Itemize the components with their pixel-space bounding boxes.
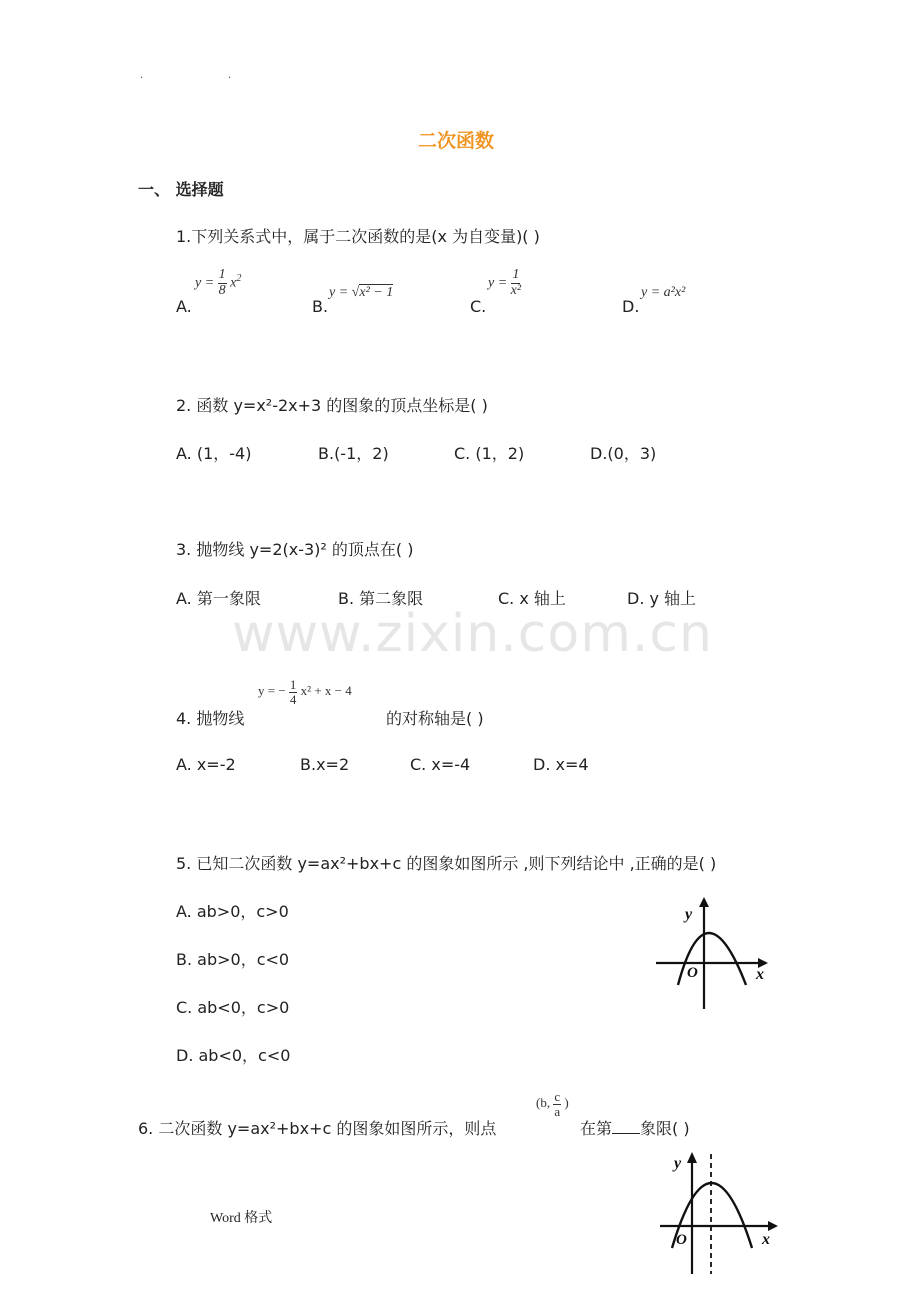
q1-option-d-label: D. xyxy=(622,297,640,316)
q4-option-a: A. x=-2 xyxy=(176,755,236,774)
q6-parabola-graph xyxy=(658,1148,784,1278)
q5-origin-label: O xyxy=(687,965,698,981)
q6-origin-label: O xyxy=(676,1232,687,1248)
question-6-suffix: 在第 象限( ) xyxy=(580,1119,690,1138)
q3-option-a: A. 第一象限 xyxy=(176,589,261,608)
header-dot: . xyxy=(228,70,232,81)
q2-option-b: B.(-1，2) xyxy=(318,444,389,463)
q3-option-d: D. y 轴上 xyxy=(627,589,697,608)
q1-option-b-formula: y = √x² − 1 xyxy=(329,285,394,300)
q1-option-c-label: C. xyxy=(470,297,487,316)
q6-y-label: y xyxy=(674,1155,682,1172)
q4-formula: y = − $\frac{1}{4}$ x² + x − 4 xyxy=(258,677,352,707)
q6-x-label: x xyxy=(762,1231,770,1248)
q6-answer-blank[interactable] xyxy=(612,1119,640,1134)
q2-option-a: A. (1，-4) xyxy=(176,444,252,463)
q5-option-d: D. ab<0，c<0 xyxy=(176,1046,291,1065)
q5-option-b: B. ab>0，c<0 xyxy=(176,950,290,969)
q6-point-formula: (b, $\frac{c}{a}$ ) xyxy=(536,1089,569,1119)
q1-option-d-formula: y = a²x² xyxy=(641,285,686,300)
q1-option-a-label: A. xyxy=(176,297,192,316)
q5-x-label: x xyxy=(756,966,764,983)
q1-option-a-formula: y = $\frac{1}{8}$ $x^2$ xyxy=(195,267,242,298)
question-4-prefix: 4. 抛物线 xyxy=(176,709,245,728)
q3-option-b: B. 第二象限 xyxy=(338,589,424,608)
q6-x-arrow xyxy=(768,1221,778,1231)
q4-option-b: B.x=2 xyxy=(300,755,350,774)
header-dot: . xyxy=(140,70,144,81)
section-heading: 一、 选择题 xyxy=(138,180,224,199)
q2-option-d: D.(0，3) xyxy=(590,444,657,463)
watermark: www.zixin.com.cn xyxy=(232,604,713,664)
q5-option-c: C. ab<0，c>0 xyxy=(176,998,290,1017)
question-6-prefix: 6. 二次函数 y=ax²+bx+c 的图象如图所示，则点 xyxy=(138,1119,497,1138)
q1-option-c-formula: y = $\frac{1}{\text{x²}}$ xyxy=(488,267,522,298)
page-footer: Word 格式 xyxy=(210,1211,273,1226)
q1-option-b-label: B. xyxy=(312,297,329,316)
question-4-suffix: 的对称轴是( ) xyxy=(386,709,484,728)
question-3-stem: 3. 抛物线 y=2(x-3)² 的顶点在( ) xyxy=(176,540,414,559)
q5-parabola-graph xyxy=(652,893,774,1013)
q6-y-arrow xyxy=(687,1152,697,1163)
q3-option-c: C. x 轴上 xyxy=(498,589,566,608)
document-title: 二次函数 xyxy=(418,130,495,152)
q5-y-arrow xyxy=(699,897,709,907)
question-2-stem: 2. 函数 y=x²-2x+3 的图象的顶点坐标是( ) xyxy=(176,396,488,415)
q4-option-d: D. x=4 xyxy=(533,755,589,774)
q5-y-label: y xyxy=(685,906,693,923)
q4-option-c: C. x=-4 xyxy=(410,755,471,774)
question-5-stem: 5. 已知二次函数 y=ax²+bx+c 的图象如图所示 ,则下列结论中 ,正确的是( ) xyxy=(176,854,717,873)
q2-option-c: C. (1，2) xyxy=(454,444,525,463)
question-1-stem: 1.下列关系式中，属于二次函数的是(x 为自变量)( ) xyxy=(176,227,540,246)
q5-option-a: A. ab>0，c>0 xyxy=(176,902,289,921)
